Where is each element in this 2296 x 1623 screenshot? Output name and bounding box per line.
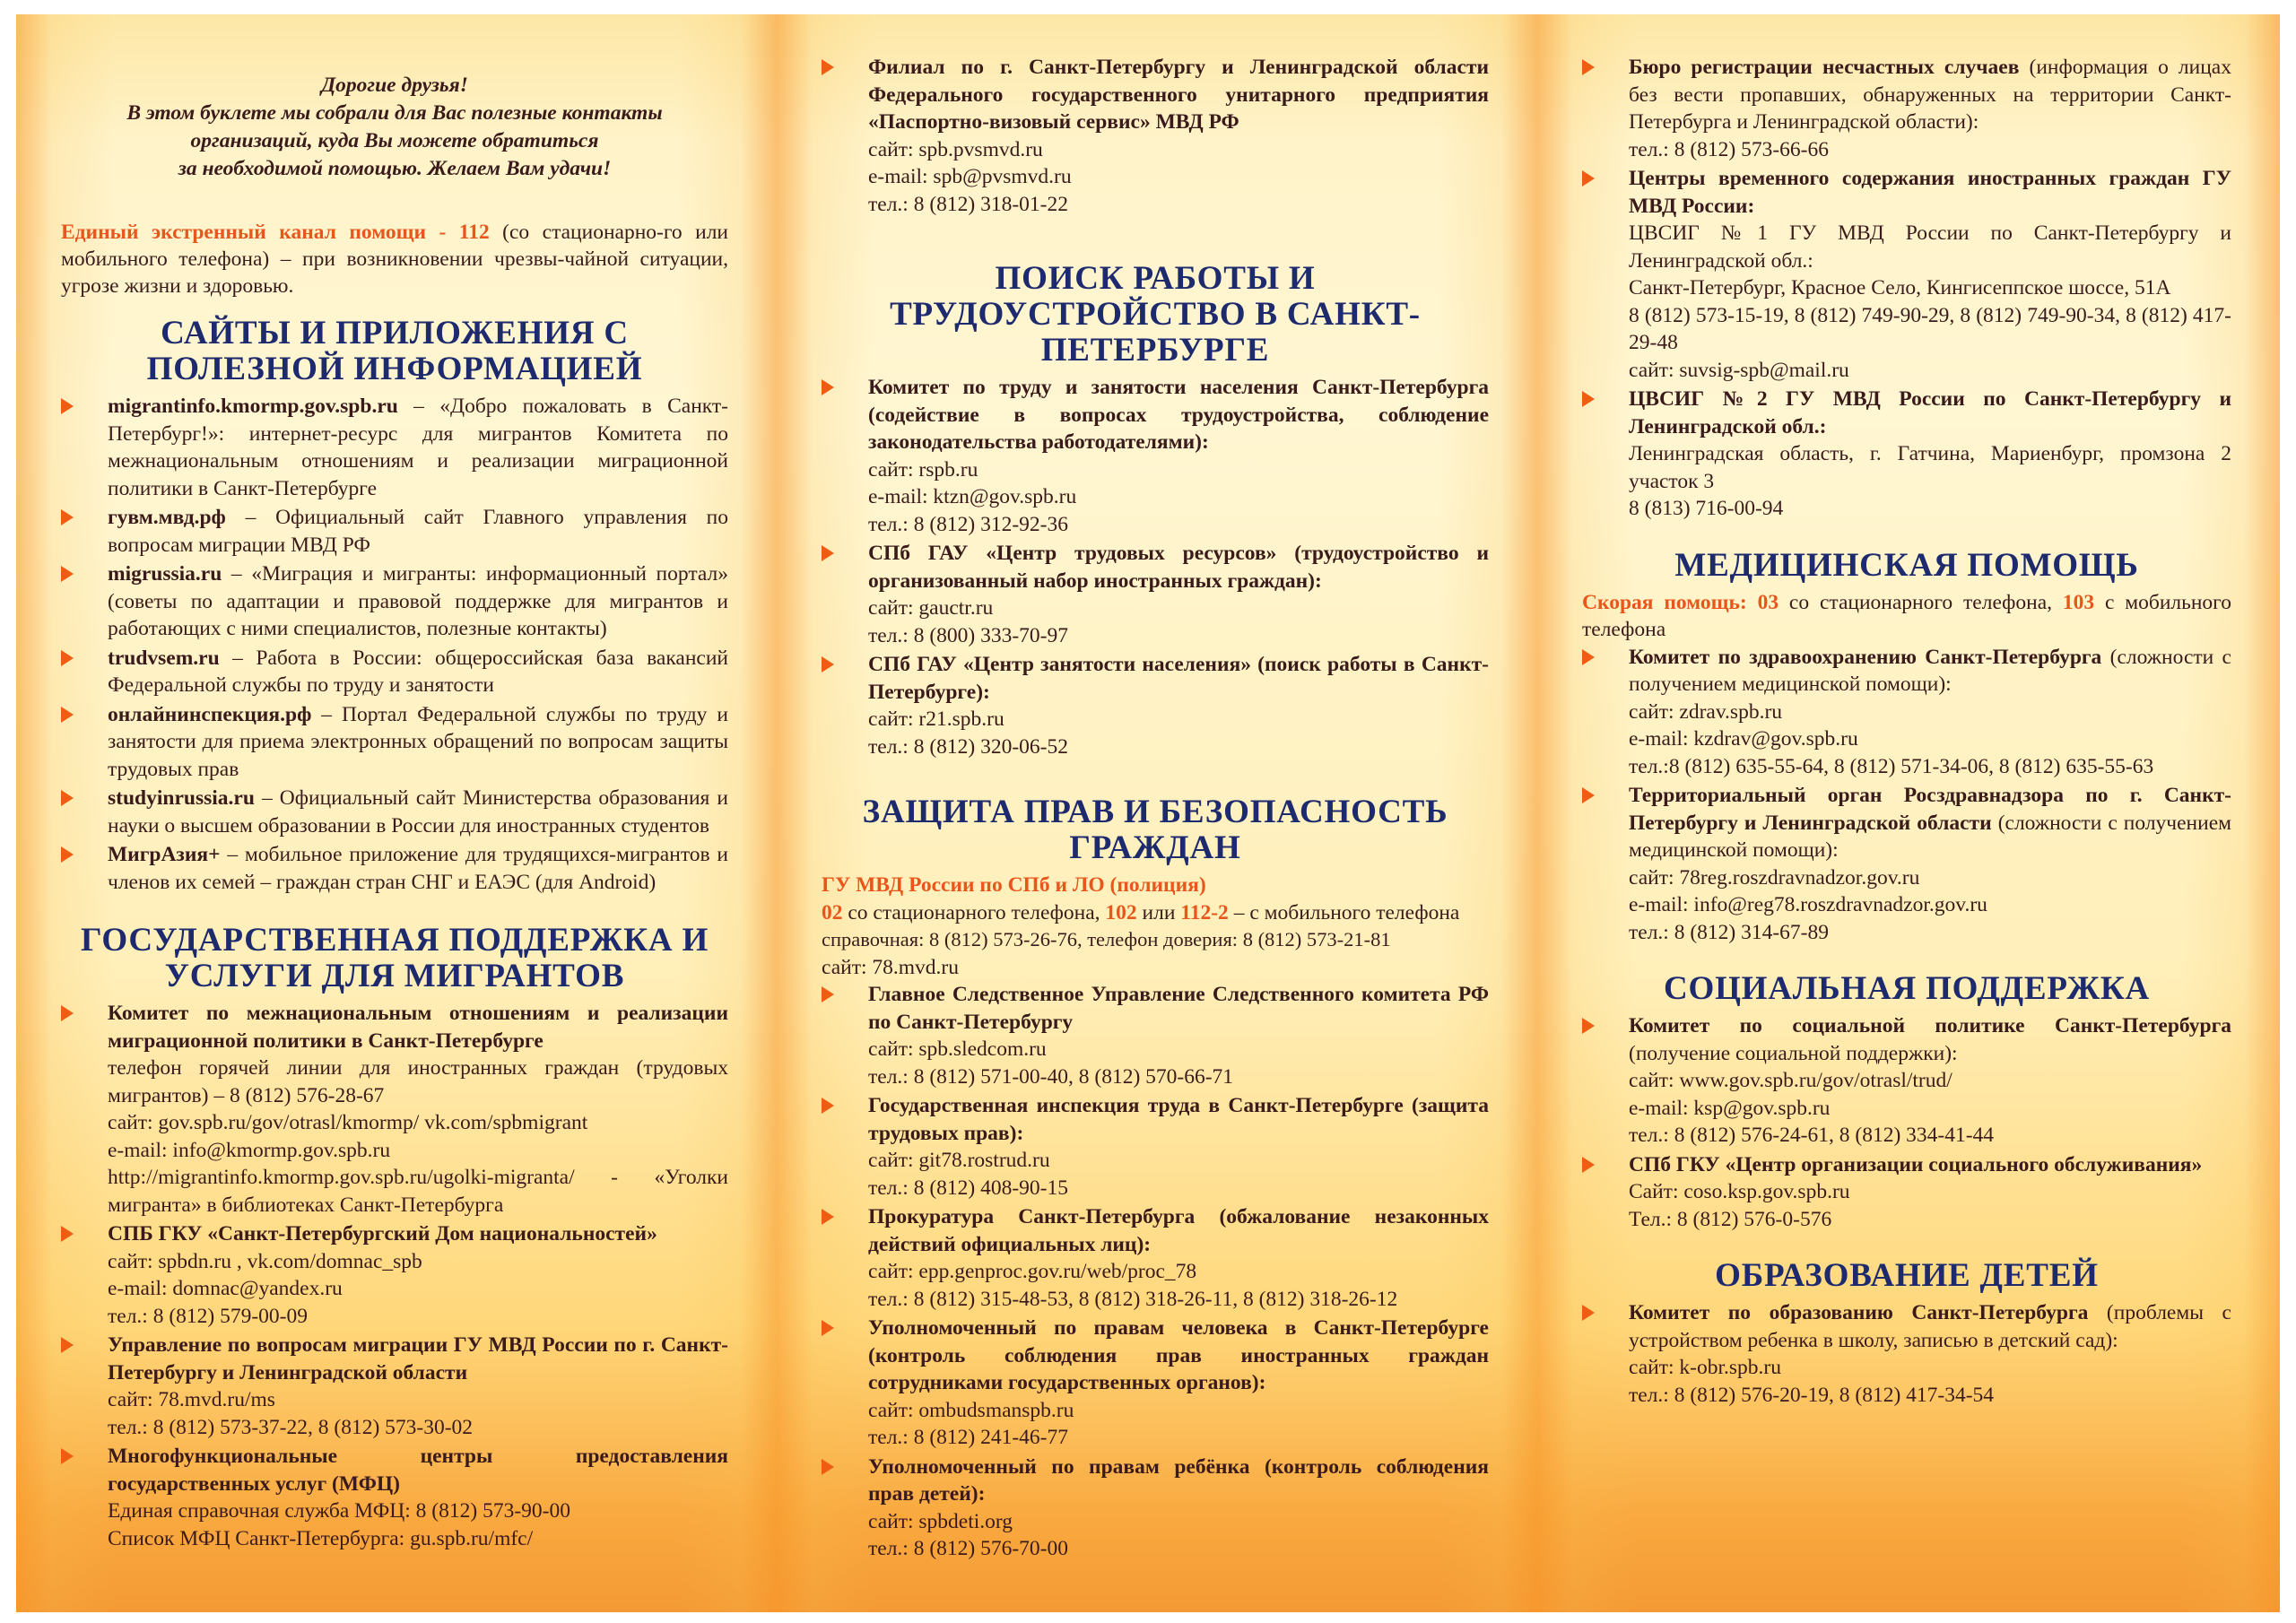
triangle-bullet-icon (1582, 391, 1595, 407)
section-title-education: ОБРАЗОВАНИЕ ДЕТЕЙ (1715, 1257, 2099, 1294)
item-name: гувм.мвд.рф (108, 506, 226, 529)
item-text: – Официальный сайт Главного управления по вопросам миграции МВД РФ (108, 506, 728, 557)
rights-list (822, 981, 1489, 1563)
triangle-bullet-icon (61, 566, 74, 582)
triangle-bullet-icon (1582, 170, 1595, 187)
list-item (61, 1332, 728, 1441)
panel-left (16, 14, 777, 1612)
item-detail-line: сайт: spbdeti.org (868, 1509, 1013, 1533)
item-detail-line: http://migrantinfo.kmormp.gov.spb.ru/ugolki-migranta/ - «Уголки мигранта» в библиотеках Санкт-Петербурга (108, 1166, 728, 1217)
item-name: МигрАзия+ (108, 843, 221, 866)
police-line: сайт: 78.mvd.ru (822, 955, 960, 979)
ambulance-line (1582, 589, 2231, 644)
triangle-bullet-icon (61, 846, 74, 863)
gov-support-list (61, 1000, 728, 1552)
item-detail-line: тел.: 8 (812) 573-66-66 (1629, 137, 1830, 161)
triangle-bullet-icon (1582, 1157, 1595, 1173)
item-name: Многофункциональные центры предоставления государственных услуг (МФЦ) (108, 1445, 728, 1496)
list-item (822, 1315, 1489, 1452)
item-detail-line: тел.: 8 (812) 241-46-77 (868, 1426, 1069, 1449)
item-name: Центры временного содержания иностранных граждан ГУ МВД России: (1629, 167, 2231, 218)
intro-greeting (61, 72, 728, 183)
item-name: СПб ГКУ «Центр организации социального обслуживания» (1629, 1152, 2203, 1176)
list-item (822, 374, 1489, 538)
list-item (1582, 1012, 2231, 1150)
item-name: Главное Следственное Управление Следственного комитета РФ по Санкт-Петербургу (868, 983, 1489, 1034)
item-name: Комитет по межнациональным отношениям и реализации миграционной политики в Санкт-Петербурге (108, 1002, 728, 1053)
list-item (1582, 1299, 2231, 1409)
item-text: (сложности с получением медицинской помощи): (1629, 811, 2231, 862)
triangle-bullet-icon (61, 1337, 74, 1353)
item-name: Комитет по образованию Санкт-Петербурга (1629, 1301, 2089, 1324)
item-detail-line: тел.: 8 (800) 333-70-97 (868, 623, 1069, 647)
item-detail-line: сайт: gov.spb.ru/gov/otrasl/kmormp/ vk.com/spbmigrant (108, 1111, 588, 1134)
item-name: СПб ГАУ «Центр трудовых ресурсов» (трудоустройство и организованный набор иностранных граждан): (868, 542, 1489, 593)
item-text: (информация о лицах без вести пропавших, обнаруженных на территории Санкт-Петербурга и Ленинградской области): (1629, 56, 2231, 134)
triangle-bullet-icon (822, 1459, 834, 1475)
item-name: Филиал по г. Санкт-Петербургу и Ленинградской области Федерального государственного унитарного предприятия «Паспортно-визовый сервис» МВД РФ (868, 56, 1489, 134)
intro-line: В этом буклете мы собрали для Вас полезные контакты (126, 101, 663, 125)
item-name: trudvsem.ru (108, 646, 220, 670)
item-detail-line: e-mail: info@reg78.roszdravnadzor.gov.ru (1629, 893, 1987, 916)
item-detail-line: тел.: 8 (812) 579-00-09 (108, 1304, 309, 1328)
triangle-bullet-icon (61, 1005, 74, 1021)
intro-line: за необходимой помощью. Желаем Вам удачи! (178, 157, 612, 180)
item-detail-line: телефон горячей линии для иностранных граждан (трудовых мигрантов) – 8 (812) 576-28-67 (108, 1056, 728, 1107)
item-text: (сложности с получением медицинской помощи): (1629, 645, 2231, 696)
section-title-medical: МЕДИЦИНСКАЯ ПОМОЩЬ (1674, 546, 2139, 584)
item-name: Уполномоченный по правам ребёнка (контроль соблюдения прав детей): (868, 1454, 1489, 1506)
item-detail-line: тел.: 8 (812) 576-70-00 (868, 1537, 1069, 1560)
item-detail-line: Ленинградская область, г. Гатчина, Мариенбург, промзона 2 участок 3 (1629, 442, 2231, 493)
list-item (1582, 644, 2231, 781)
item-text: – Портал Федеральной службы по труду и занятости для приема электронных обращений по вопросам защиты трудовых прав (108, 702, 728, 781)
list-item (822, 1092, 1489, 1202)
sites-list (61, 393, 728, 896)
list-item (61, 1000, 728, 1219)
triangle-bullet-icon (1582, 787, 1595, 803)
triangle-bullet-icon (1582, 59, 1595, 75)
triangle-bullet-icon (822, 59, 834, 75)
social-list (1582, 1012, 2231, 1233)
item-detail-line: 8 (812) 573-15-19, 8 (812) 749-90-29, 8 (812) 749-90-34, 8 (812) 417-29-48 (1629, 303, 2231, 354)
item-text: – Работа в России: общероссийская база вакансий Федеральной службы по труду и занятости (108, 646, 728, 697)
item-detail-line: тел.: 8 (812) 318-01-22 (868, 192, 1069, 216)
item-detail-line: сайт: epp.genproc.gov.ru/web/proc_78 (868, 1260, 1197, 1283)
item-detail-line: сайт: www.gov.spb.ru/gov/otrasl/trud/ (1629, 1069, 1952, 1092)
item-detail-line: сайт: ombudsmanspb.ru (868, 1398, 1074, 1422)
item-detail-line: сайт: spbdn.ru , vk.com/domnac_spb (108, 1249, 422, 1273)
intro-line: Дорогие друзья! (321, 74, 468, 97)
list-item (822, 651, 1489, 760)
item-detail-line: сайт: k-obr.spb.ru (1629, 1356, 1781, 1379)
triangle-bullet-icon (822, 986, 834, 1002)
item-detail-line: сайт: rspb.ru (868, 457, 978, 482)
triangle-bullet-icon (61, 398, 74, 414)
triangle-bullet-icon (61, 1226, 74, 1242)
item-detail-line: e-mail: ksp@gov.spb.ru (1629, 1096, 1831, 1120)
visa-list (822, 54, 1489, 218)
police-text: – с мобильного телефона (1228, 900, 1460, 924)
list-item (61, 1443, 728, 1552)
police-block (822, 872, 1489, 981)
item-name: Территориальный орган Росздравнадзора по г. Санкт-Петербургу и Ленинградской области (1629, 784, 2231, 835)
item-name: Комитет по здравоохранению Санкт-Петербурга (1629, 645, 2102, 669)
list-item (61, 701, 728, 784)
emergency-notice (61, 219, 728, 299)
triangle-bullet-icon (822, 1098, 834, 1114)
list-item (1582, 1151, 2231, 1234)
item-name: Управление по вопросам миграции ГУ МВД России по г. Санкт-Петербургу и Ленинградской области (108, 1333, 728, 1384)
item-detail-line: 8 (813) 716-00-94 (1629, 497, 1784, 520)
ambulance-number-103: 103 (2062, 590, 2095, 614)
item-detail-line: тел.: 8 (812) 408-90-15 (868, 1176, 1069, 1200)
item-text: – «Добро пожаловать в Санкт-Петербург!»: интернет-ресурс для мигрантов Комитета по межнациональным отношениям и реализации миграционной политики в Санкт-Петербурге (108, 395, 728, 500)
jobs-list (822, 374, 1489, 760)
item-text: – Официальный сайт Министерства образования и науки о высшем образовании в России для иностранных студентов (108, 786, 728, 838)
item-detail-line: тел.: 8 (812) 571-00-40, 8 (812) 570-66-71 (868, 1064, 1234, 1089)
section-title-rights: ЗАЩИТА ПРАВ И БЕЗОПАСНОСТЬ ГРАЖДАН (862, 794, 1448, 866)
item-detail-line: сайт: zdrav.spb.ru (1629, 699, 1783, 724)
item-detail-line: e-mail: domnac@yandex.ru (108, 1277, 343, 1300)
police-text: со стационарного телефона, (842, 900, 1106, 924)
item-detail-line: тел.: 8 (812) 320-06-52 (868, 734, 1069, 759)
item-detail-line: e-mail: info@kmormp.gov.spb.ru (108, 1138, 391, 1162)
triangle-bullet-icon (822, 1320, 834, 1336)
list-item (822, 1454, 1489, 1563)
item-name: СПБ ГКУ «Санкт-Петербургский Дом национальностей» (108, 1222, 657, 1245)
item-detail-line: тел.:8 (812) 635-55-64, 8 (812) 571-34-06, 8 (812) 635-55-63 (1629, 754, 2154, 778)
item-text: – мобильное приложение для трудящихся-мигрантов и членов их семей – граждан стран СНГ и ЕАЭС (для Android) (108, 843, 728, 894)
police-number-102: 102 (1105, 900, 1137, 924)
item-name: Комитет по социальной политике Санкт-Петербурга (1629, 1014, 2231, 1037)
item-text: (проблемы с устройством ребенка в школу, записью в детский сад): (1629, 1301, 2231, 1352)
item-detail-line: сайт: spb.pvsmvd.ru (868, 137, 1043, 161)
police-number-02: 02 (822, 900, 843, 924)
triangle-bullet-icon (822, 379, 834, 395)
education-list (1582, 1299, 2231, 1409)
triangle-bullet-icon (822, 656, 834, 673)
item-name: Уполномоченный по правам человека в Санкт-Петербурге (контроль соблюдения прав иностранных граждан сотрудниками государственных органов): (868, 1316, 1489, 1394)
item-detail-line: сайт: r21.spb.ru (868, 707, 1004, 731)
item-detail-line: ЦВСИГ №1 ГУ МВД России по Санкт-Петербургу и Ленинградской обл.: (1629, 221, 2231, 273)
list-item (61, 785, 728, 839)
police-line: справочная: 8 (812) 573-26-76, телефон доверия: 8 (812) 573-21-81 (822, 928, 1391, 950)
item-detail-line: Список МФЦ Санкт-Петербурга: gu.spb.ru/mfc/ (108, 1526, 534, 1550)
list-item (61, 560, 728, 643)
triangle-bullet-icon (61, 650, 74, 666)
item-detail-line: сайт: 78reg.roszdravnadzor.gov.ru (1629, 865, 1920, 890)
item-detail-line: e-mail: spb@pvsmvd.ru (868, 165, 1072, 188)
list-item (61, 1220, 728, 1330)
item-text: (получение социальной поддержки): (1629, 1041, 1958, 1065)
list-item (61, 504, 728, 559)
item-name: Прокуратура Санкт-Петербурга (обжалование незаконных действий официальных лиц): (868, 1205, 1489, 1256)
triangle-bullet-icon (1582, 1305, 1595, 1321)
list-item (822, 981, 1489, 1090)
item-detail-line: e-mail: kzdrav@gov.spb.ru (1629, 727, 1858, 751)
item-detail-line: тел.: 8 (812) 312-92-36 (868, 512, 1069, 536)
police-text: или (1136, 900, 1181, 924)
triangle-bullet-icon (61, 790, 74, 806)
item-detail-line: тел.: 8 (812) 576-24-61, 8 (812) 334-41-44 (1629, 1124, 1995, 1147)
item-detail-line: сайт: 78.mvd.ru/ms (108, 1388, 275, 1411)
item-name: Комитет по труду и занятости населения Санкт-Петербурга (содействие в вопросах трудоустройства, соблюдение законодательства работодателями): (868, 376, 1489, 454)
ambulance-label: Скорая помощь: 03 (1582, 590, 1779, 614)
police-label: ГУ МВД России по СПб и ЛО (полиция) (822, 873, 1206, 897)
item-name: онлайнинспекция.рф (108, 702, 312, 726)
panel-right (1537, 14, 2280, 1612)
item-name: studyinrussia.ru (108, 786, 255, 810)
item-name: Бюро регистрации несчастных случаев (1629, 56, 2020, 79)
item-detail-line: сайт: suvsig-spb@mail.ru (1629, 358, 1849, 382)
triangle-bullet-icon (1582, 1018, 1595, 1034)
item-name: ЦВСИГ №2 ГУ МВД России по Санкт-Петербургу и Ленинградской обл.: (1629, 387, 2231, 438)
list-item (1582, 165, 2231, 384)
ambulance-text: с мобильного телефона (1582, 590, 2231, 641)
item-name: migrantinfo.kmormp.gov.spb.ru (108, 395, 398, 418)
triangle-bullet-icon (1582, 649, 1595, 665)
panel-middle (777, 14, 1537, 1612)
section-title-gov-support: ГОСУДАРСТВЕННАЯ ПОДДЕРЖКА И УСЛУГИ ДЛЯ МИГРАНТОВ (80, 922, 709, 994)
list-item (822, 540, 1489, 649)
item-detail-line: сайт: gauctr.ru (868, 596, 994, 620)
section-title-social: СОЦИАЛЬНАЯ ПОДДЕРЖКА (1663, 970, 2151, 1007)
item-detail-line: Санкт-Петербург, Красное Село, Кингисеппское шоссе, 51А (1629, 276, 2171, 299)
item-detail-line: тел.: 8 (812) 573-37-22, 8 (812) 573-30-02 (108, 1415, 474, 1439)
ambulance-text: со стационарного телефона, (1779, 590, 2063, 614)
item-text: – «Миграция и мигранты: информационный портал» (советы по адаптации и правовой поддержке для мигрантов и работающих с ними специалистов, полезные контакты) (108, 562, 728, 640)
police-number-112-2: 112-2 (1180, 900, 1229, 924)
item-detail-line: e-mail: ktzn@gov.spb.ru (868, 485, 1077, 508)
emergency-text: (со стационарно-го или мобильного телефона) – при возникновении чрезвы-чайной ситуации, угрозе жизни и здоровью. (61, 221, 729, 298)
item-detail-line: Тел.: 8 (812) 576-0-576 (1629, 1207, 1832, 1231)
list-item (822, 1203, 1489, 1313)
section-title-jobs: ПОИСК РАБОТЫ И ТРУДОУСТРОЙСТВО В САНКТ-ПЕТЕРБУРГЕ (890, 260, 1421, 369)
intro-line: организаций, куда Вы можете обратиться (190, 129, 599, 152)
missing-list (1582, 54, 2231, 523)
emergency-label: Единый экстренный канал помощи - 112 (61, 221, 490, 244)
item-detail-line: тел.: 8 (812) 314-67-89 (1629, 920, 1830, 944)
item-detail-line: сайт: git78.rostrud.ru (868, 1149, 1050, 1172)
list-item (61, 645, 728, 699)
brochure-sheet (16, 14, 2280, 1612)
item-name: migrussia.ru (108, 562, 222, 586)
item-detail-line: тел.: 8 (812) 315-48-53, 8 (812) 318-26-11, 8 (812) 318-26-12 (868, 1287, 1398, 1311)
item-name: Государственная инспекция труда в Санкт-Петербурге (защита трудовых прав): (868, 1094, 1489, 1145)
item-detail-line: Единая справочная служба МФЦ: 8 (812) 573-90-00 (108, 1499, 570, 1523)
item-name: СПб ГАУ «Центр занятости населения» (поиск работы в Санкт-Петербурге): (868, 653, 1489, 704)
triangle-bullet-icon (61, 1448, 74, 1464)
list-item (1582, 386, 2231, 523)
list-item (1582, 54, 2231, 163)
list-item (1582, 782, 2231, 946)
list-item (822, 54, 1489, 218)
item-detail-line: Сайт: coso.ksp.gov.spb.ru (1629, 1180, 1850, 1203)
triangle-bullet-icon (61, 509, 74, 525)
triangle-bullet-icon (822, 545, 834, 561)
list-item (61, 393, 728, 502)
item-detail-line: тел.: 8 (812) 576-20-19, 8 (812) 417-34-54 (1629, 1383, 1995, 1407)
list-item (61, 841, 728, 896)
section-title-sites: САЙТЫ И ПРИЛОЖЕНИЯ С ПОЛЕЗНОЙ ИНФОРМАЦИЕЙ (146, 315, 643, 387)
triangle-bullet-icon (61, 707, 74, 723)
medical-list (1582, 644, 2231, 947)
triangle-bullet-icon (822, 1209, 834, 1225)
item-detail-line: сайт: spb.sledcom.ru (868, 1037, 1047, 1061)
